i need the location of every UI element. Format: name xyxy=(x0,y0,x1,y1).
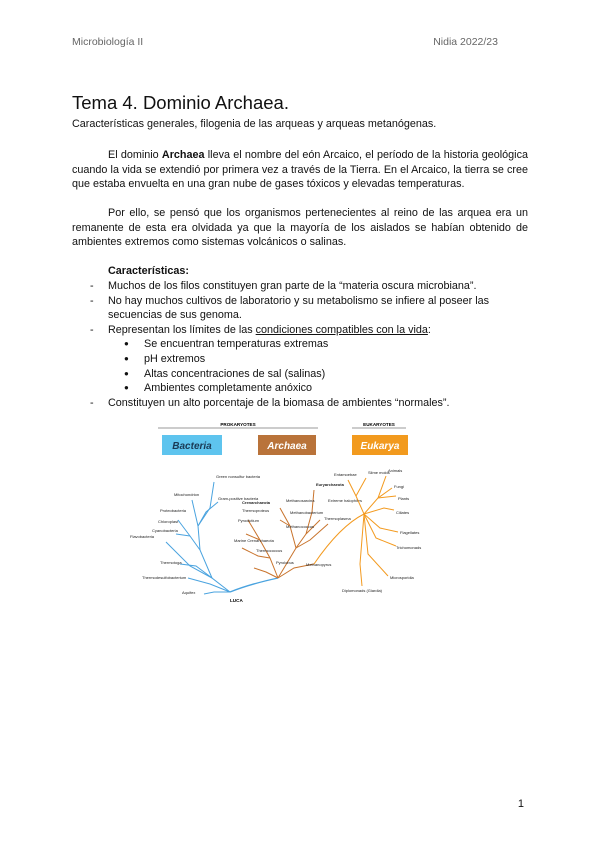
taxon-label: Aquifex xyxy=(182,590,196,595)
taxon-label: Thermococcus xyxy=(256,548,283,553)
luca-label: LUCA xyxy=(230,598,243,603)
taxon-label: Thermotoga xyxy=(160,560,182,565)
taxon-label: Thermoproteus xyxy=(242,508,270,513)
taxon-label: Flavobacteria xyxy=(130,534,155,539)
taxon-label: Cyanobacteria xyxy=(152,528,178,533)
item3-text: Representan los límites de las xyxy=(108,323,256,336)
archaea-term: Archaea xyxy=(161,149,205,161)
archaea-title: Archaea xyxy=(267,441,307,452)
taxon-label: Animals xyxy=(388,468,403,473)
taxon-label: Thermoplasma xyxy=(324,516,351,521)
taxon-label: Pyrolobus xyxy=(276,560,294,565)
intro-paragraph xyxy=(72,148,528,192)
taxon-label: Plants xyxy=(398,496,410,501)
conditions-sublist xyxy=(108,337,528,395)
taxon-label: Pyrodictium xyxy=(238,518,259,523)
list-item: - Muchos de los filos constituyen gran parte de la “materia oscura microbiana”. xyxy=(72,279,528,294)
eukaryotes-label: EUKARYOTES xyxy=(363,422,395,427)
list-item xyxy=(72,323,528,396)
eukarya-title: Eukarya xyxy=(360,441,400,452)
taxon-label: Methanococcus xyxy=(286,524,315,529)
intro-text-after: lleva el nombre del eón Arcaico, el período de la historia geológica cuando la vida se extendió por primera vez a través de la Tierra. En el Arcaico, la tierra se cree que estaba envuelta en una gran nube de gases tóxicos y elevadas temperaturas. xyxy=(72,149,528,191)
taxon-label: Methanosarcina xyxy=(286,498,315,503)
taxon-label: Entamoebae xyxy=(334,472,357,477)
taxon-label: Slime molds xyxy=(368,470,390,475)
taxon-label: Green nonsulfur bacteria xyxy=(216,474,261,479)
eukarya-branches xyxy=(314,476,398,586)
taxon-label: Trichomonads xyxy=(396,545,422,550)
taxon-label: Marine Crenarchaeota xyxy=(234,538,274,543)
taxon-label: Fungi xyxy=(394,484,405,489)
list-item: - Constituyen un alto porcentaje de la biomasa de ambientes “normales”. xyxy=(72,396,528,411)
taxon-label: Proteobacteria xyxy=(160,508,187,513)
prokaryotes-label: PROKARYOTES xyxy=(220,422,256,427)
bacteria-title: Bacteria xyxy=(172,441,212,452)
sublist-item: ● Ambientes completamente anóxico xyxy=(108,381,528,396)
taxon-label: Extreme halophiles xyxy=(328,498,363,503)
taxon-label: Mitochondrion xyxy=(174,492,200,497)
taxon-label: Ciliates xyxy=(396,510,410,515)
page-subtitle: Características generales, filogenia de las arqueas y arqueas metanógenas. xyxy=(72,118,437,130)
luca-trunk xyxy=(230,578,278,592)
header-course: Microbiología II xyxy=(72,36,144,48)
taxon-label: Diplomonads (Giardia) xyxy=(342,588,383,593)
underlined-phrase: condiciones compatibles con la vida xyxy=(255,323,428,336)
intro-text-before: El dominio xyxy=(108,149,162,161)
phylogenetic-tree-figure xyxy=(130,416,438,606)
taxon-label: Gram-positive bacteria xyxy=(218,496,259,501)
taxon-label: Thermodesulfobacterium xyxy=(142,575,187,580)
taxon-label: Microsporidia xyxy=(390,575,414,580)
sublist-item: ● pH extremos xyxy=(108,352,528,367)
sublist-item: ● Se encuentran temperaturas extremas xyxy=(108,337,528,352)
taxon-label: Methanopyrus xyxy=(306,562,332,567)
taxon-label: Crenarchaeota xyxy=(242,500,271,505)
characteristics-list xyxy=(72,279,528,410)
list-item: - No hay muchos cultivos de laboratorio y su metabolismo se infiere al poseer las secuencias de sus genoma. xyxy=(72,294,528,323)
item3-colon: : xyxy=(427,323,431,336)
sublist-item: ● Altas concentraciones de sal (salinas) xyxy=(108,367,528,382)
page-number: 1 xyxy=(517,798,524,810)
header-author-year: Nidia 2022/23 xyxy=(433,36,498,48)
taxon-label: Euryarchaeota xyxy=(316,482,344,487)
characteristics-heading: Características: xyxy=(108,265,190,277)
second-paragraph: Por ello, se pensó que los organismos pertenecientes al reino de las arquea era un remanente de esta era olvidada ya que la mayoría de los aislados se habían obtenido de ambientes extremos como sistemas volcánicos o salinas. xyxy=(72,207,528,249)
page-title: Tema 4. Dominio Archaea. xyxy=(72,92,289,113)
taxon-label: Chloroplast xyxy=(158,519,179,524)
taxon-label: Methanobacterium xyxy=(290,510,324,515)
taxon-label: Flagellates xyxy=(400,530,420,535)
